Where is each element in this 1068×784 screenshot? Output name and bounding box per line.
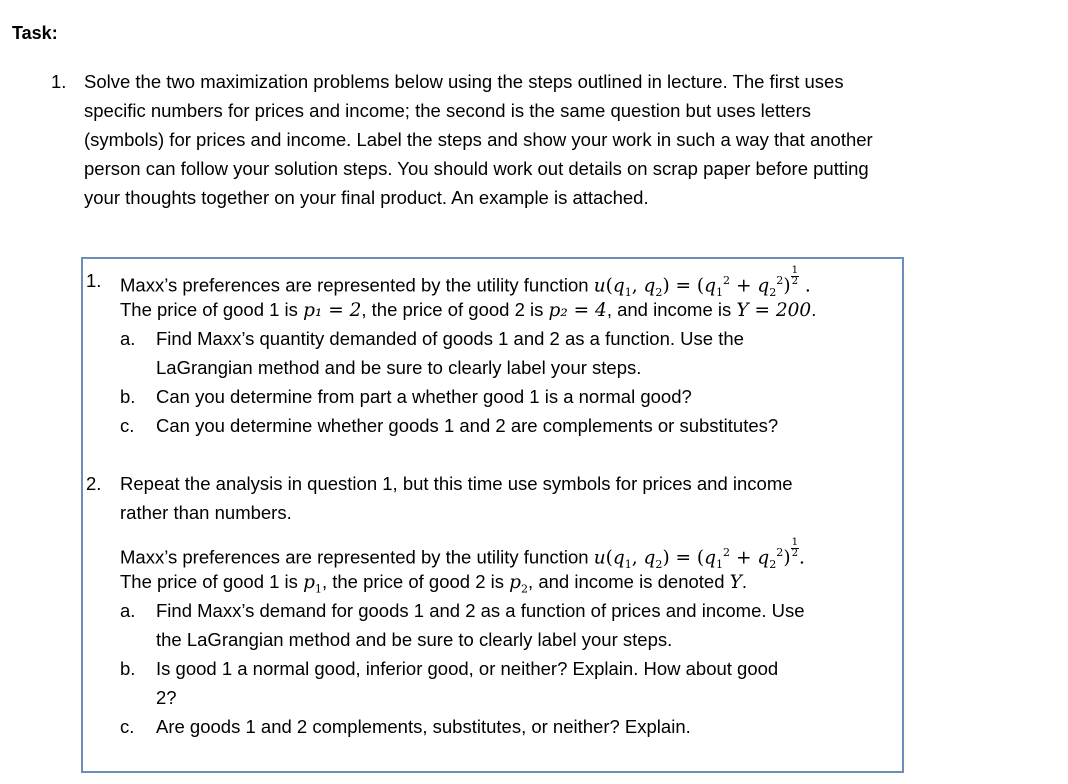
q1-prices-line: The price of good 1 is p₁ = 2, the price of good 2 is p₂ = 4, and income is Y = 200. — [120, 299, 817, 321]
q1c-line1: Can you determine whether goods 1 and 2 are complements or substitutes? — [156, 415, 779, 436]
q2-number: 2. — [86, 473, 102, 494]
q1-price1-label: The price of good 1 is — [120, 299, 304, 320]
q1-price2-label: , the price of good 2 is — [361, 299, 549, 320]
intro-paragraph: Solve the two maximization problems below using the steps outlined in lecture. The first uses specific numbers for prices and income; the second is the same question but uses letters (symbols) for prices and income. Label the steps and show your work in such a way that another person can follow your solution steps. You should work out details on scrap paper before putting your thoughts together on your final product. An example is attached. — [84, 71, 873, 208]
exponent-half: $\frac{1}{2}$ — [791, 537, 799, 560]
q1-income-value: Y = 200 — [736, 300, 812, 321]
q2c-line1: Are goods 1 and 2 complements, substitutes, or neither? Explain. — [156, 716, 691, 737]
q1-number: 1. — [86, 270, 102, 291]
task-heading: Task: — [12, 23, 58, 43]
q1-income-label: , and income is — [606, 299, 737, 320]
q2-prices-line: The price of good 1 is $p_1$, the price of good 2 is $p_2$, and income is denoted Y. — [120, 571, 747, 596]
q1a-line1: Find Maxx’s quantity demanded of goods 1 and 2 as a function. Use the — [156, 328, 744, 349]
q1-utility-line: Maxx’s preferences are represented by the utility function $u(q_1$, $q_2) = (q_1^2 + q_2^2)$ $\frac{1}{2}$ . — [120, 265, 811, 299]
q1-p2-value: p₂ = 4 — [548, 300, 607, 321]
q2b-line2: 2? — [156, 687, 177, 708]
q2a-line2: the LaGrangian method and be sure to clearly label your steps. — [156, 629, 673, 650]
q2b-label: b. — [120, 658, 136, 679]
q2c-label: c. — [120, 716, 135, 737]
q2-intro-line2: rather than numbers. — [120, 502, 292, 523]
exponent-half: $\frac{1}{2}$ — [791, 265, 799, 288]
q2-utility-line: Maxx’s preferences are represented by the utility function $u(q_1$, $q_2) = (q_1^2 + q_2^2)$ $\frac{1}{2}$ . — [120, 537, 805, 571]
utility-formula: u — [593, 275, 606, 297]
q2-income-label: , and income is denoted — [528, 571, 730, 592]
q1a-label: a. — [120, 328, 136, 349]
q2-price1-label: The price of good 1 is — [120, 571, 304, 592]
q2-utility-text: Maxx’s preferences are represented by the utility function — [120, 546, 594, 568]
q1-p1-value: p₁ = 2 — [303, 300, 362, 321]
q1b-label: b. — [120, 386, 136, 407]
q2b-line1: Is good 1 a normal good, inferior good, or neither? Explain. How about good — [156, 658, 779, 679]
q2a-label: a. — [120, 600, 136, 621]
q2-price2-label: , the price of good 2 is — [321, 571, 510, 592]
q1-utility-text: Maxx’s preferences are represented by the utility function — [120, 274, 594, 296]
q2a-line1: Find Maxx’s demand for goods 1 and 2 as a function of prices and income. Use — [156, 600, 805, 621]
q1b-line1: Can you determine from part a whether good 1 is a normal good? — [156, 386, 692, 407]
intro-number: 1. — [51, 71, 67, 92]
q2-intro-line1: Repeat the analysis in question 1, but this time use symbols for prices and income — [120, 473, 793, 494]
q1c-label: c. — [120, 415, 135, 436]
q1a-line2: LaGrangian method and be sure to clearly label your steps. — [156, 357, 642, 378]
